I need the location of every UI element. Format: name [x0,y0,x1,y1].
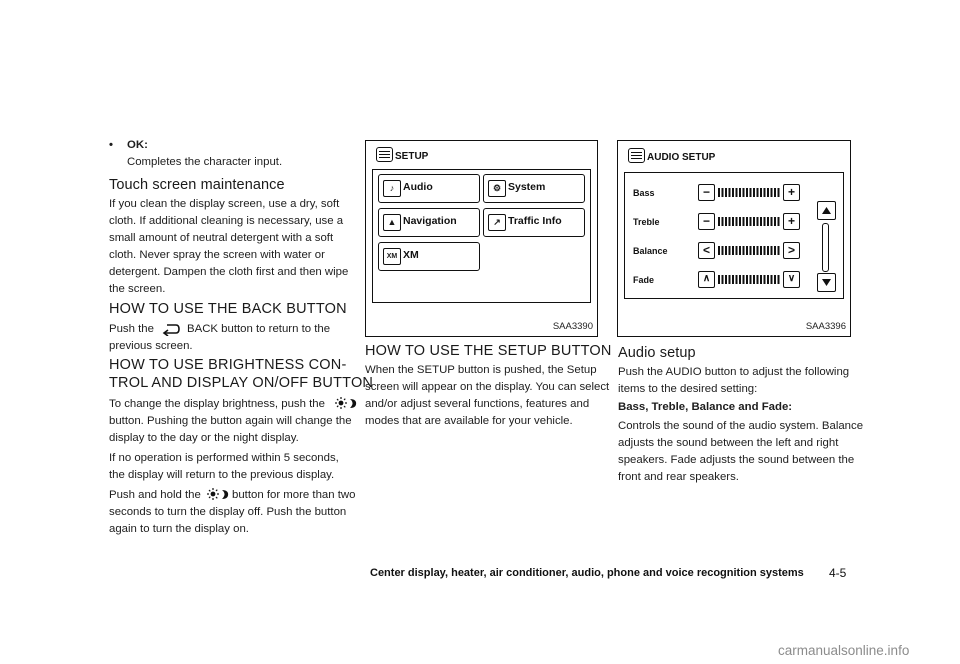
triangle-up-icon [818,202,835,219]
brightness-heading-line1: HOW TO USE BRIGHTNESS CON- [109,357,347,373]
brightness-line: seconds to turn the display off. Push the button [109,506,347,518]
menu-icon [628,148,645,163]
brightness-line: To change the display brightness, push the [109,398,325,410]
traffic-info-tile[interactable] [483,208,585,237]
treble-increase-button[interactable]: + [783,213,800,230]
brightness-line: display to the day or the night display. [109,432,299,444]
traffic-icon: ↗ [488,214,506,231]
brightness-icon [207,487,229,501]
tile-label: Navigation [403,215,457,227]
setup-button-heading: HOW TO USE THE SETUP BUTTON [365,343,612,359]
fade-label: Fade [633,275,655,285]
navigation-icon: ▲ [383,214,401,231]
menu-icon [376,147,393,162]
page-number: 4-5 [829,566,847,580]
setup-screen-title: SETUP [395,151,429,162]
music-note-icon: ♪ [383,180,401,197]
bullet: • [109,139,113,151]
audio-line: Controls the sound of the audio system. Balance [618,420,864,432]
brightness-line: If no operation is performed within 5 seconds, [109,452,339,464]
back-text-post: BACK button to return to the [187,323,331,335]
treble-decrease-button[interactable]: − [698,213,715,230]
setup-line: When the SETUP button is pushed, the Setup [365,364,597,376]
balance-level-meter [718,246,780,255]
touch-line: cloth. Never spray the screen with water or [109,249,325,261]
balance-left-button[interactable]: < [698,242,715,259]
brightness-heading-line2: TROL AND DISPLAY ON/OFF BUTTON [109,375,374,391]
tile-label: Traffic Info [508,215,562,227]
setup-line: modes that are available for your vehicle. [365,415,573,427]
touch-line: If you clean the display screen, use a dry, soft [109,198,340,210]
balance-right-button[interactable]: > [783,242,800,259]
audio-line: front and rear speakers. [618,471,739,483]
setup-line: and/or adjust several functions, features and [365,398,590,410]
brightness-line: again to turn the display on. [109,523,249,535]
setup-figure [365,140,598,337]
brightness-line: button. Pushing the button again will change the [109,415,352,427]
bass-level-meter [718,188,780,197]
back-text-pre: Push the [109,323,154,335]
treble-level-meter [718,217,780,226]
watermark: carmanualsonline.info [778,643,910,658]
tile-label: System [508,181,546,193]
audio-setup-title: AUDIO SETUP [647,152,716,163]
brightness-icon [335,396,357,410]
brightness-line-post: button for more than two [232,489,356,501]
navigation-tile[interactable] [378,208,480,237]
scroll-down-button[interactable] [817,273,836,292]
audio-line: adjusts the sound between the left and right [618,437,839,449]
touch-line: cloth. If additional cleaning is necessary, use a [109,215,344,227]
back-text-line2: previous screen. [109,340,193,352]
audio-line: Push the AUDIO button to adjust the following [618,366,850,378]
bass-decrease-button[interactable]: − [698,184,715,201]
audio-line: speakers. Fade adjusts the sound between the [618,454,855,466]
figure-caption: SAA3390 [552,321,593,332]
tile-label: Audio [403,181,433,193]
touch-screen-heading: Touch screen maintenance [109,177,285,193]
system-tile[interactable] [483,174,585,203]
audio-setup-heading: Audio setup [618,345,696,361]
touch-line: detergent. Dampen the cloth first and then wipe [109,266,349,278]
treble-label: Treble [633,217,660,227]
back-arrow-icon [161,322,181,336]
fade-rear-button[interactable]: ∨ [783,271,800,288]
back-button-heading: HOW TO USE THE BACK BUTTON [109,301,347,317]
fade-level-meter [718,275,780,284]
figure-caption: SAA3396 [805,321,846,332]
audio-tile[interactable] [378,174,480,203]
audio-setup-figure [617,140,851,337]
touch-line: the screen. [109,283,166,295]
ok-label: OK: [127,139,148,151]
xm-icon: XM [383,248,401,265]
brightness-line: the display will return to the previous display. [109,469,335,481]
bass-label: Bass [633,188,655,198]
scroll-up-button[interactable] [817,201,836,220]
scrollbar[interactable] [822,223,829,272]
touch-line: small amount of neutral detergent with a soft [109,232,334,244]
setup-screen [372,151,591,303]
system-icon: ⚙ [488,180,506,197]
balance-label: Balance [633,246,668,256]
audio-line: items to the desired setting: [618,383,758,395]
fade-front-button[interactable]: ∧ [698,271,715,288]
chapter-footer: Center display, heater, air conditioner, audio, phone and voice recognition systems [370,567,804,579]
xm-tile[interactable] [378,242,480,271]
brightness-line-pre: Push and hold the [109,489,201,501]
bass-increase-button[interactable]: + [783,184,800,201]
triangle-down-icon [818,274,835,291]
audio-setup-screen [624,152,844,299]
tile-label: XM [403,249,419,261]
audio-subheading: Bass, Treble, Balance and Fade: [618,401,793,413]
setup-line: screen will appear on the display. You can select [365,381,610,393]
ok-description: Completes the character input. [127,156,283,168]
